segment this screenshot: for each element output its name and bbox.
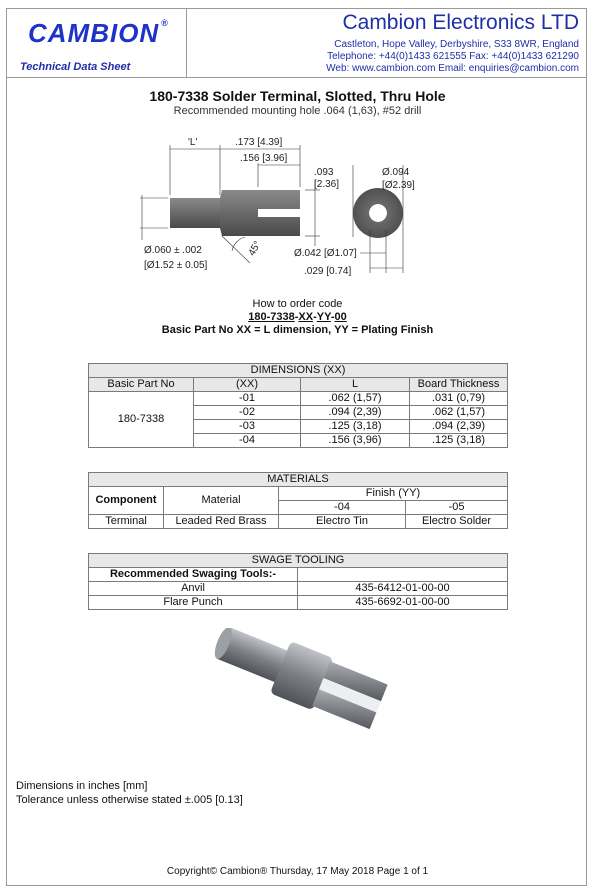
swage-table-title: SWAGE TOOLING <box>89 554 508 568</box>
table-cell: Terminal <box>89 515 164 529</box>
company-phone: Telephone: +44(0)1433 621555 Fax: +44(0)1433 621290 <box>327 51 579 62</box>
order-explain: Basic Part No XX = L dimension, YY = Plating Finish <box>161 324 434 336</box>
header-vertical-divider <box>186 8 187 77</box>
product-title: 180-7338 Solder Terminal, Slotted, Thru Hole <box>149 88 446 104</box>
dim-093-label: .093 <box>314 167 334 178</box>
table-cell: .062 (1,57) <box>410 406 508 420</box>
swage-table <box>88 553 508 610</box>
finish-code: -05 <box>406 501 508 515</box>
table-cell: .031 (0,79) <box>410 392 508 406</box>
order-code-xx: XX <box>298 311 314 323</box>
product-subtitle: Recommended mounting hole .064 (1,63), #52 drill <box>173 105 422 117</box>
company-name: Cambion Electronics LTD <box>342 11 579 34</box>
dim-093-mm-label: [2.36] <box>314 179 340 190</box>
tolerance-note: Tolerance unless otherwise stated ±.005 [0.13] <box>16 794 243 806</box>
footer-copyright: Copyright© Cambion® Thursday, 17 May 2018 Page 1 of 1 <box>166 866 429 877</box>
table-cell: -03 <box>194 420 301 434</box>
table-row <box>89 392 508 406</box>
swage-header: Recommended Swaging Tools:- <box>89 568 298 582</box>
order-heading: How to order code <box>252 298 343 310</box>
table-cell: .062 (1,57) <box>301 392 410 406</box>
cambion-logo <box>28 18 169 49</box>
logo-reg-mark: ® <box>161 18 169 28</box>
dim-094-mm-label: [Ø2.39] <box>382 180 415 191</box>
table-cell: Electro Solder <box>406 515 508 529</box>
order-code-base: 180-7338 <box>248 311 295 323</box>
table-cell: .156 (3,96) <box>301 434 410 448</box>
dimensions-header: (XX) <box>194 378 301 392</box>
dim-45-label: 45° <box>246 239 264 258</box>
table-row <box>89 596 508 610</box>
dim-029-label: .029 [0.74] <box>304 266 352 277</box>
order-code-sep-3: - <box>330 311 335 323</box>
order-code-suffix: 00 <box>334 311 347 323</box>
dim-156-label: .156 [3.96] <box>240 153 288 164</box>
order-code-sep-1: - <box>294 311 299 323</box>
materials-table <box>88 472 508 529</box>
table-cell: -01 <box>194 392 301 406</box>
units-note: Dimensions in inches [mm] <box>16 780 148 792</box>
finish-code: -04 <box>279 501 406 515</box>
table-cell: .094 (2,39) <box>410 420 508 434</box>
table-row <box>89 582 508 596</box>
materials-table-title: MATERIALS <box>89 473 508 487</box>
dim-L-label: 'L' <box>188 137 198 148</box>
slot-shape <box>258 209 300 217</box>
table-cell: 435-6412-01-00-00 <box>298 582 508 596</box>
header-divider <box>6 77 587 78</box>
table-cell: Flare Punch <box>89 596 298 610</box>
terminal-shank <box>207 628 389 733</box>
order-code-yy: YY <box>316 311 331 323</box>
table-cell: Anvil <box>89 582 298 596</box>
dim-042-label: Ø.042 [Ø1.07] <box>294 248 357 259</box>
technical-drawing <box>120 125 460 285</box>
table-cell: Leaded Red Brass <box>164 515 279 529</box>
materials-header: Finish (YY) <box>279 487 508 501</box>
dim-094-label: Ø.094 <box>382 167 410 178</box>
table-cell: 435-6692-01-00-00 <box>298 596 508 610</box>
tagline: Technical Data Sheet <box>20 61 131 73</box>
table-cell: -02 <box>194 406 301 420</box>
dimensions-table <box>88 363 508 448</box>
collar-shape <box>220 190 258 236</box>
table-cell: .125 (3,18) <box>410 434 508 448</box>
order-code-sep-2: - <box>313 311 317 323</box>
dim-173-label: .173 [4.39] <box>235 137 283 148</box>
company-address: Castleton, Hope Valley, Derbyshire, S33 8WR, England <box>334 39 579 50</box>
dimensions-part-no: 180-7338 <box>89 392 194 448</box>
end-view-ring <box>353 188 403 238</box>
table-cell: -04 <box>194 434 301 448</box>
shank-shape <box>170 198 220 228</box>
swage-header-blank <box>298 568 508 582</box>
table-cell: .094 (2,39) <box>301 406 410 420</box>
table-cell: Electro Tin <box>279 515 406 529</box>
order-code <box>0 311 595 323</box>
dim-060-label: Ø.060 ± .002 <box>144 245 202 256</box>
table-row <box>89 515 508 529</box>
logo-text: CAMBION <box>28 18 160 48</box>
materials-header: Component <box>89 487 164 515</box>
materials-header: Material <box>164 487 279 515</box>
table-cell: .125 (3,18) <box>301 420 410 434</box>
dimensions-table-title: DIMENSIONS (XX) <box>89 364 508 378</box>
dimensions-header: Board Thickness <box>410 378 508 392</box>
dimensions-header: L <box>301 378 410 392</box>
dimensions-header: Basic Part No <box>89 378 194 392</box>
dim-060-mm-label: [Ø1.52 ± 0.05] <box>144 260 208 271</box>
terminal-render-image <box>200 628 400 763</box>
company-web: Web: www.cambion.com Email: enquiries@cambion.com <box>326 63 579 74</box>
